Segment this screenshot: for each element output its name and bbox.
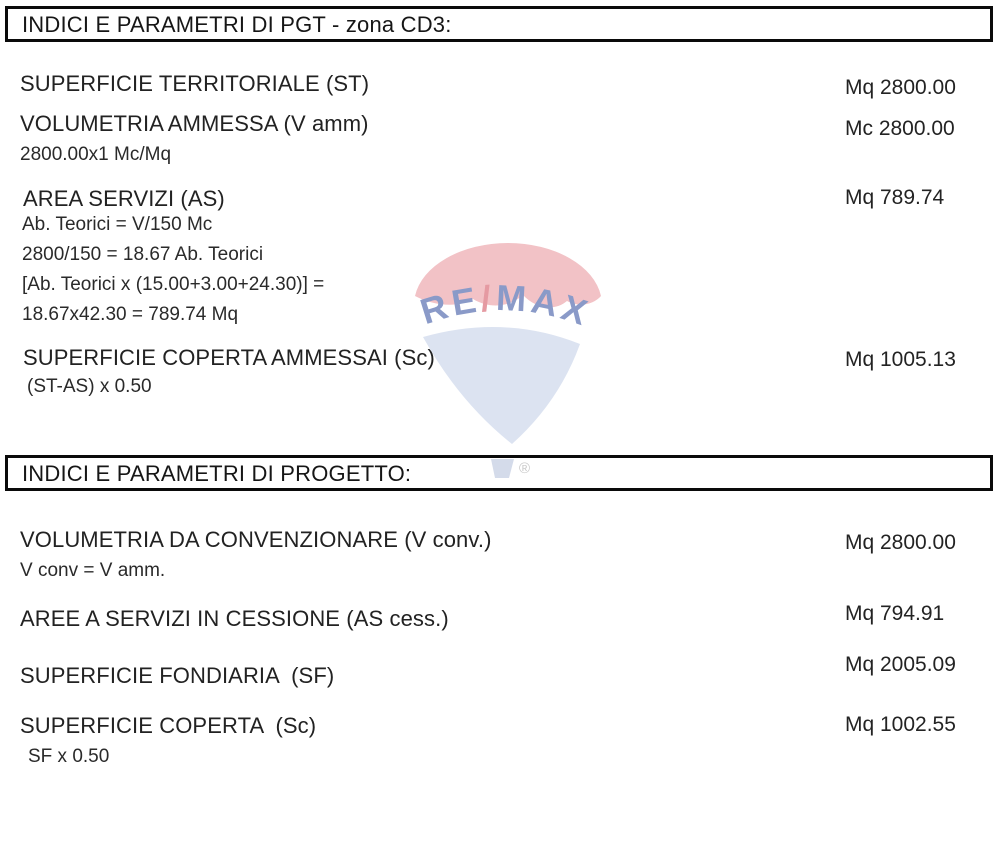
row-label-area-servizi: AREA SERVIZI (AS) bbox=[23, 186, 225, 211]
row-value-volumetria-convenzionare: Mq 2800.00 bbox=[845, 531, 956, 554]
row-label-superficie-territoriale: SUPERFICIE TERRITORIALE (ST) bbox=[20, 71, 370, 96]
watermark-max-text: MAX bbox=[495, 276, 597, 335]
row-subline: 18.67x42.30 = 789.74 Mq bbox=[22, 304, 239, 325]
section2-header: INDICI E PARAMETRI DI PROGETTO: bbox=[22, 461, 412, 486]
registered-mark: ® bbox=[519, 460, 531, 477]
row-value-superficie-coperta-ammessa: Mq 1005.13 bbox=[845, 348, 956, 371]
row-value-superficie-territoriale: Mq 2800.00 bbox=[845, 76, 956, 99]
row-subline: Ab. Teorici = V/150 Mc bbox=[22, 214, 213, 235]
section1-header-box bbox=[5, 6, 993, 42]
section2-header-box bbox=[5, 455, 993, 491]
remax-balloon-watermark-icon bbox=[408, 230, 613, 490]
row-subline: [Ab. Teorici x (15.00+3.00+24.30)] = bbox=[22, 274, 325, 295]
watermark-slash-text: / bbox=[479, 277, 497, 320]
row-label-aree-servizi-cessione: AREE A SERVIZI IN CESSIONE (AS cess.) bbox=[20, 606, 449, 631]
watermark-re-text: RE bbox=[415, 278, 483, 333]
row-value-superficie-coperta: Mq 1002.55 bbox=[845, 713, 956, 736]
row-subline: 2800.00x1 Mc/Mq bbox=[20, 144, 172, 165]
balloon-cone bbox=[423, 327, 580, 444]
row-value-volumetria-ammessa: Mc 2800.00 bbox=[845, 117, 955, 140]
row-label-superficie-coperta-ammessa: SUPERFICIE COPERTA AMMESSAI (Sc) bbox=[23, 345, 435, 370]
row-label-volumetria-convenzionare: VOLUMETRIA DA CONVENZIONARE (V conv.) bbox=[20, 527, 492, 552]
row-label-volumetria-ammessa: VOLUMETRIA AMMESSA (V amm) bbox=[20, 111, 369, 136]
row-subline: (ST-AS) x 0.50 bbox=[27, 376, 152, 397]
section1-header: INDICI E PARAMETRI DI PGT - zona CD3: bbox=[22, 12, 452, 37]
row-subline: 2800/150 = 18.67 Ab. Teorici bbox=[22, 244, 264, 265]
row-value-superficie-fondiaria: Mq 2005.09 bbox=[845, 653, 956, 676]
row-subline: V conv = V amm. bbox=[20, 560, 166, 581]
row-label-superficie-fondiaria: SUPERFICIE FONDIARIA (SF) bbox=[20, 663, 335, 688]
row-value-aree-servizi-cessione: Mq 794.91 bbox=[845, 602, 945, 625]
row-label-superficie-coperta: SUPERFICIE COPERTA (Sc) bbox=[20, 713, 317, 738]
row-subline: SF x 0.50 bbox=[28, 746, 110, 767]
row-value-area-servizi: Mq 789.74 bbox=[845, 186, 945, 209]
